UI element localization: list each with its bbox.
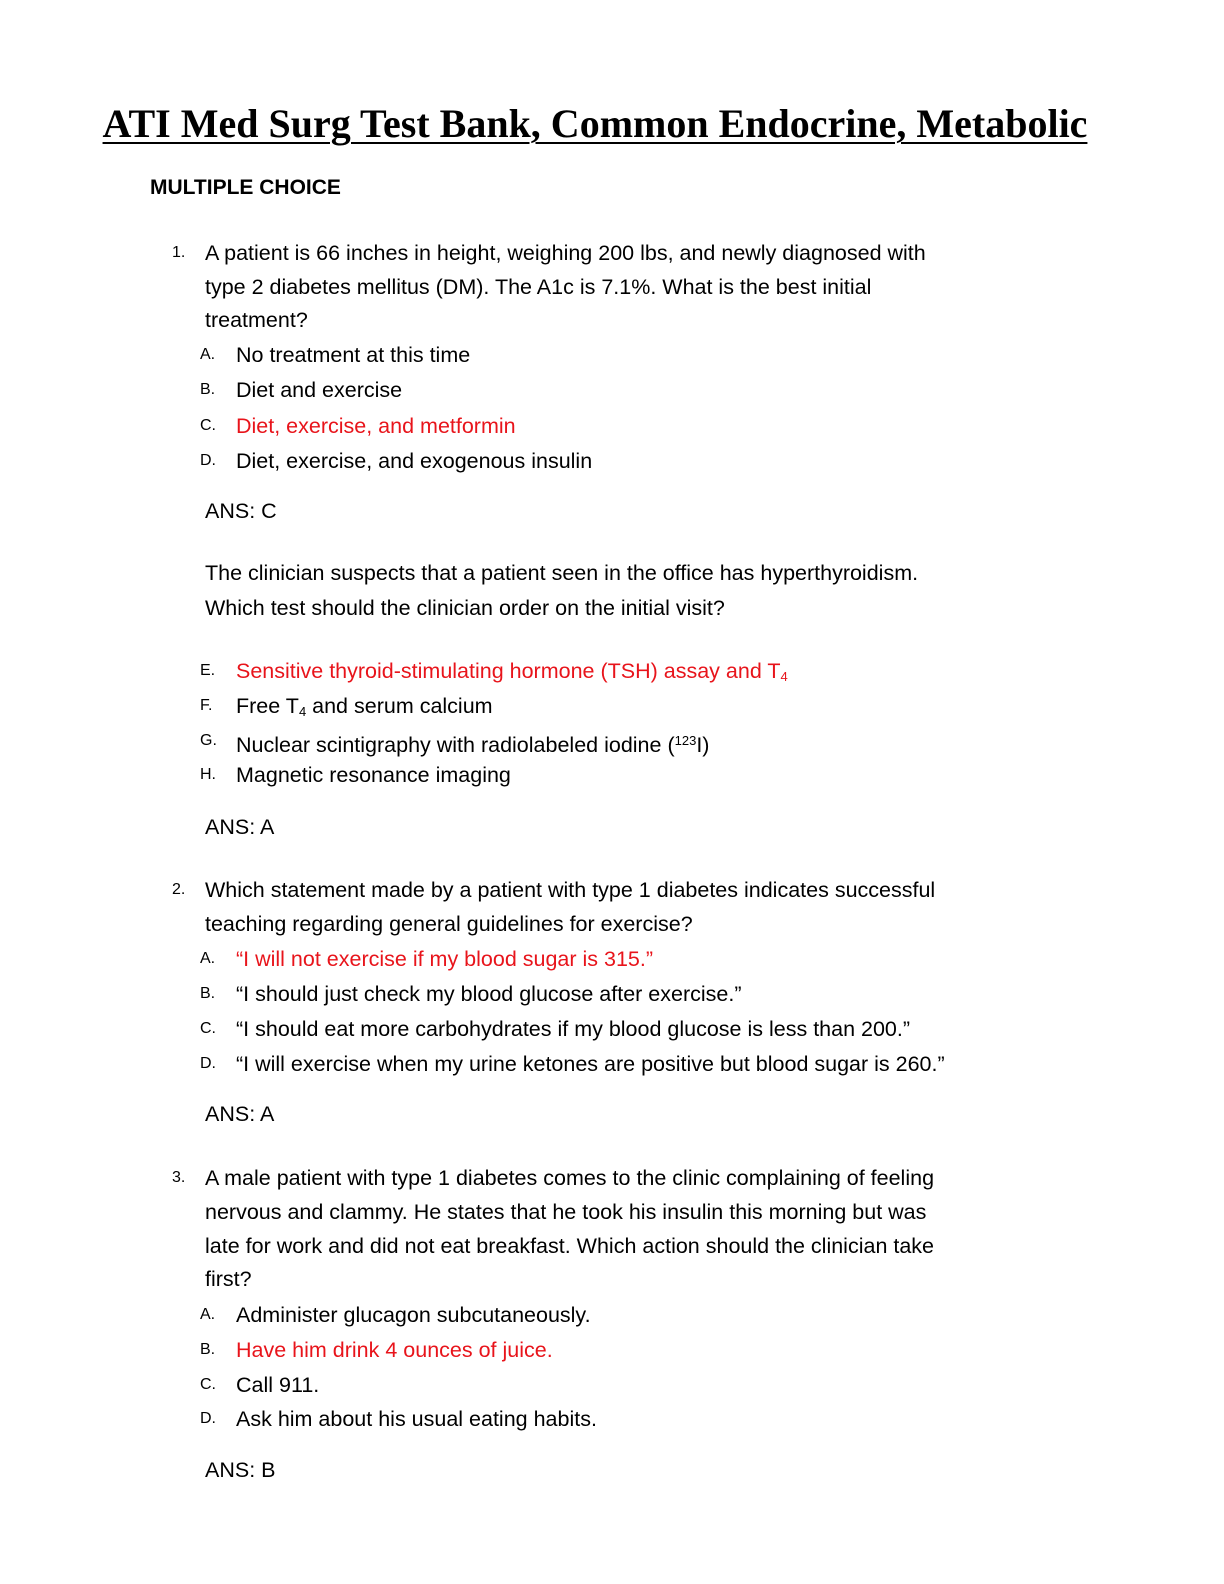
option-text xyxy=(236,1301,591,1329)
option-text-segment: Administer glucagon subcutaneously. xyxy=(236,1303,591,1327)
option-letter: G. xyxy=(200,732,217,749)
option-text-segment: I) xyxy=(696,733,710,757)
option-letter: H. xyxy=(200,766,216,783)
option-letter: A. xyxy=(200,950,216,967)
question-text-line: first? xyxy=(205,1267,252,1291)
question-text-line: treatment? xyxy=(205,308,308,332)
option-text-segment: Magnetic resonance imaging xyxy=(236,763,511,787)
question-text-line: Which statement made by a patient with type 1 diabetes indicates successful xyxy=(205,878,936,902)
option-text-segment: Nuclear scintigraphy with radiolabeled iodine ( xyxy=(236,733,675,757)
section-heading: MULTIPLE CHOICE xyxy=(150,176,341,199)
question-text-line: The clinician suspects that a patient seen in the office has hyperthyroidism. xyxy=(205,561,919,585)
option-text-segment: Have him drink 4 ounces of juice. xyxy=(236,1338,553,1362)
option-letter: B. xyxy=(200,381,216,398)
option-text-segment: Diet, exercise, and exogenous insulin xyxy=(236,449,593,473)
option-text-segment: Call 911. xyxy=(236,1373,320,1397)
option-text xyxy=(236,692,493,726)
option-text xyxy=(236,761,511,789)
option-text-segment: “I will exercise when my urine ketones are positive but blood sugar is 260.” xyxy=(236,1052,945,1076)
option-text xyxy=(236,376,402,404)
option-text-segment: “I should eat more carbohydrates if my blood glucose is less than 200.” xyxy=(236,1017,911,1041)
option-text-segment: Diet, exercise, and metformin xyxy=(236,414,516,438)
option-letter: E. xyxy=(200,662,216,679)
question-text-line: nervous and clammy. He states that he took his insulin this morning but was xyxy=(205,1200,927,1224)
option-text-correct xyxy=(236,412,516,440)
document-title: ATI Med Surg Test Bank, Common Endocrine, Metabolic xyxy=(102,101,1088,146)
answer-key: ANS: A xyxy=(205,1102,275,1126)
option-text-correct xyxy=(236,1336,553,1364)
option-text xyxy=(236,341,470,369)
question-text-line: type 2 diabetes mellitus (DM). The A1c is 7.1%. What is the best initial xyxy=(205,275,872,299)
option-text xyxy=(236,727,709,759)
option-text xyxy=(236,1015,910,1043)
option-text-segment: No treatment at this time xyxy=(236,343,471,367)
option-text-segment: Sensitive thyroid-stimulating hormone (TSH) assay and T xyxy=(236,659,781,683)
option-letter: A. xyxy=(200,346,216,363)
question-text-line: Which test should the clinician order on the initial visit? xyxy=(205,596,725,620)
option-text xyxy=(236,447,592,475)
question-text-line: late for work and did not eat breakfast. Which action should the clinician take xyxy=(205,1234,935,1258)
question-number: 1. xyxy=(172,244,186,261)
question-text-line: teaching regarding general guidelines for exercise? xyxy=(205,912,693,936)
answer-key: ANS: B xyxy=(205,1458,276,1482)
option-text-segment: Ask him about his usual eating habits. xyxy=(236,1407,597,1431)
answer-key: ANS: A xyxy=(205,815,275,839)
option-text-segment: “I should just check my blood glucose after exercise.” xyxy=(236,982,742,1006)
option-text-correct xyxy=(236,657,788,691)
option-text xyxy=(236,1405,597,1433)
option-text xyxy=(236,980,741,1008)
option-letter: F. xyxy=(200,697,213,714)
option-letter: C. xyxy=(200,1020,216,1037)
option-letter: D. xyxy=(200,1055,216,1072)
question-number: 2. xyxy=(172,881,186,898)
question-text-line: A patient is 66 inches in height, weighing 200 lbs, and newly diagnosed with xyxy=(205,241,926,265)
option-letter: A. xyxy=(200,1306,216,1323)
option-letter: B. xyxy=(200,985,216,1002)
option-text-correct xyxy=(236,945,653,973)
option-letter: D. xyxy=(200,452,216,469)
question-number: 3. xyxy=(172,1169,186,1186)
option-text-segment: Free T xyxy=(236,694,299,718)
option-text xyxy=(236,1371,319,1399)
answer-key: ANS: C xyxy=(205,499,277,523)
option-text-segment: “I will not exercise if my blood sugar is 315.” xyxy=(236,947,654,971)
option-letter: C. xyxy=(200,417,216,434)
option-text xyxy=(236,1050,945,1078)
option-text-segment: and serum calcium xyxy=(306,694,493,718)
option-text-segment: Diet and exercise xyxy=(236,378,403,402)
question-text-line: A male patient with type 1 diabetes comes to the clinic complaining of feeling xyxy=(205,1166,935,1190)
option-letter: D. xyxy=(200,1410,216,1427)
superscript: 123 xyxy=(674,733,697,748)
subscript: 4 xyxy=(780,669,788,684)
option-letter: C. xyxy=(200,1376,216,1393)
option-letter: B. xyxy=(200,1341,216,1358)
subscript: 4 xyxy=(298,704,307,719)
